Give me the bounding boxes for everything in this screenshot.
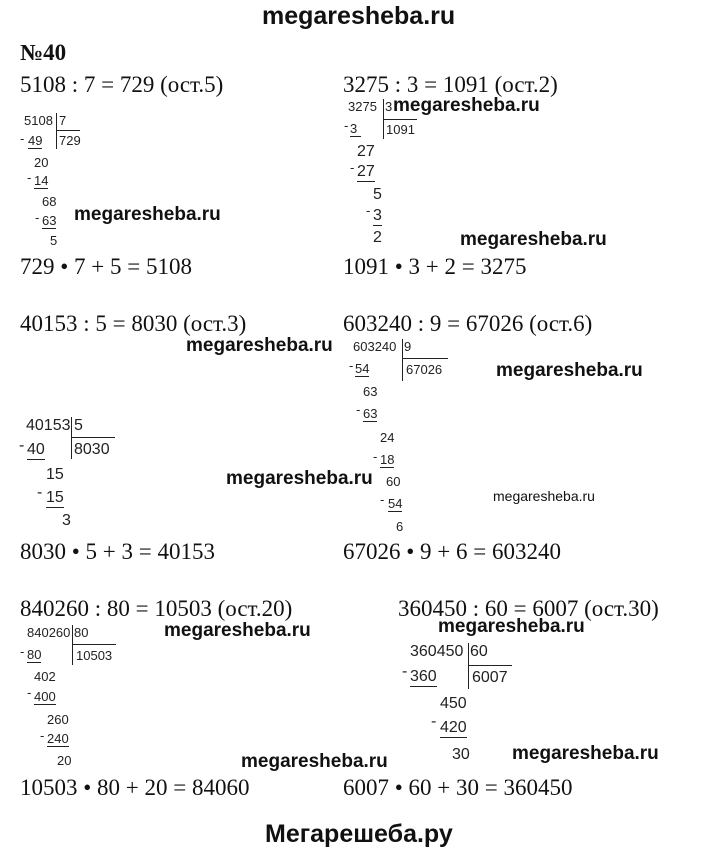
step: 60 — [386, 474, 401, 489]
dividend: 3275 — [348, 99, 377, 114]
step: 24 — [380, 430, 395, 445]
watermark: megaresheba.ru — [438, 616, 585, 637]
step: 27 — [357, 163, 375, 180]
step: 63 — [42, 213, 57, 228]
equation-5: 840260 : 80 = 10503 (ост.20) — [20, 596, 293, 621]
step: 240 — [47, 731, 69, 746]
step: 14 — [34, 173, 49, 188]
watermark: megaresheba.ru — [496, 360, 643, 381]
watermark: megaresheba.ru — [74, 204, 221, 225]
dividend: 5108 — [24, 113, 53, 128]
step: 5 — [373, 186, 382, 203]
check-4: 67026 • 9 + 6 = 603240 — [343, 539, 561, 564]
step: 49 — [28, 133, 43, 148]
step: 54 — [388, 496, 403, 511]
quotient: 8030 — [74, 441, 110, 458]
equation-3: 40153 : 5 = 8030 (ост.3) — [20, 311, 247, 336]
step: 5 — [50, 233, 58, 248]
quotient: 729 — [59, 133, 81, 148]
task-number: №40 — [20, 40, 67, 65]
step: 3 — [373, 207, 382, 224]
dividend: 40153 — [26, 417, 71, 434]
watermark: megaresheba.ru — [460, 229, 607, 250]
equation-2: 3275 : 3 = 1091 (ост.2) — [343, 72, 558, 97]
divisor: 5 — [74, 417, 83, 434]
dividend: 603240 — [353, 339, 397, 354]
watermark: megaresheba.ru — [164, 620, 311, 641]
step: 420 — [440, 719, 467, 736]
step: 20 — [57, 753, 72, 768]
divisor: 7 — [59, 113, 67, 128]
check-6: 6007 • 60 + 30 = 360450 — [343, 775, 573, 800]
quotient: 6007 — [472, 669, 508, 686]
step: 2 — [373, 229, 382, 246]
step: 3 — [62, 512, 71, 529]
step: 450 — [440, 695, 467, 712]
quotient: 67026 — [406, 362, 443, 377]
dividend: 360450 — [410, 643, 464, 660]
step: 30 — [452, 746, 470, 763]
equation-6: 360450 : 60 = 6007 (ост.30) — [398, 596, 659, 621]
watermark: megaresheba.ru — [186, 335, 333, 356]
step: 63 — [363, 384, 378, 399]
check-5: 10503 • 80 + 20 = 84060 — [20, 775, 250, 800]
divisor: 9 — [404, 339, 412, 354]
check-3: 8030 • 5 + 3 = 40153 — [20, 539, 215, 564]
step: 54 — [355, 361, 370, 376]
dividend: 840260 — [27, 625, 71, 640]
divisor: 3 — [385, 99, 393, 114]
step: 400 — [34, 689, 56, 704]
step: 27 — [357, 143, 375, 160]
step: 402 — [34, 669, 56, 684]
step: 3 — [350, 121, 361, 137]
watermark: megaresheba.ru — [241, 751, 388, 772]
quotient: 1091 — [386, 122, 415, 137]
divisor: 80 — [74, 625, 89, 640]
step: 20 — [34, 155, 49, 170]
step: 260 — [47, 712, 69, 727]
divisor: 60 — [470, 643, 488, 660]
step: 15 — [46, 489, 64, 506]
step: 15 — [46, 466, 64, 483]
watermark: megaresheba.ru — [512, 743, 659, 764]
quotient: 10503 — [76, 648, 113, 663]
step: 68 — [42, 194, 57, 209]
check-2: 1091 • 3 + 2 = 3275 — [343, 254, 527, 279]
equation-4: 603240 : 9 = 67026 (ост.6) — [343, 311, 593, 336]
step: 63 — [363, 406, 378, 421]
step: 6 — [396, 519, 404, 534]
site-footer: Мегарешеба.ру — [265, 820, 453, 848]
step: 40 — [27, 441, 45, 458]
check-1: 729 • 7 + 5 = 5108 — [20, 254, 192, 279]
watermark-small: megaresheba.ru — [493, 488, 595, 504]
step: 360 — [410, 668, 437, 685]
equation-1: 5108 : 7 = 729 (ост.5) — [20, 72, 224, 97]
watermark: megaresheba.ru — [226, 468, 373, 489]
step: 80 — [27, 647, 42, 662]
step: 18 — [380, 452, 395, 467]
watermark: megaresheba.ru — [393, 95, 540, 116]
site-header: megaresheba.ru — [262, 2, 456, 30]
